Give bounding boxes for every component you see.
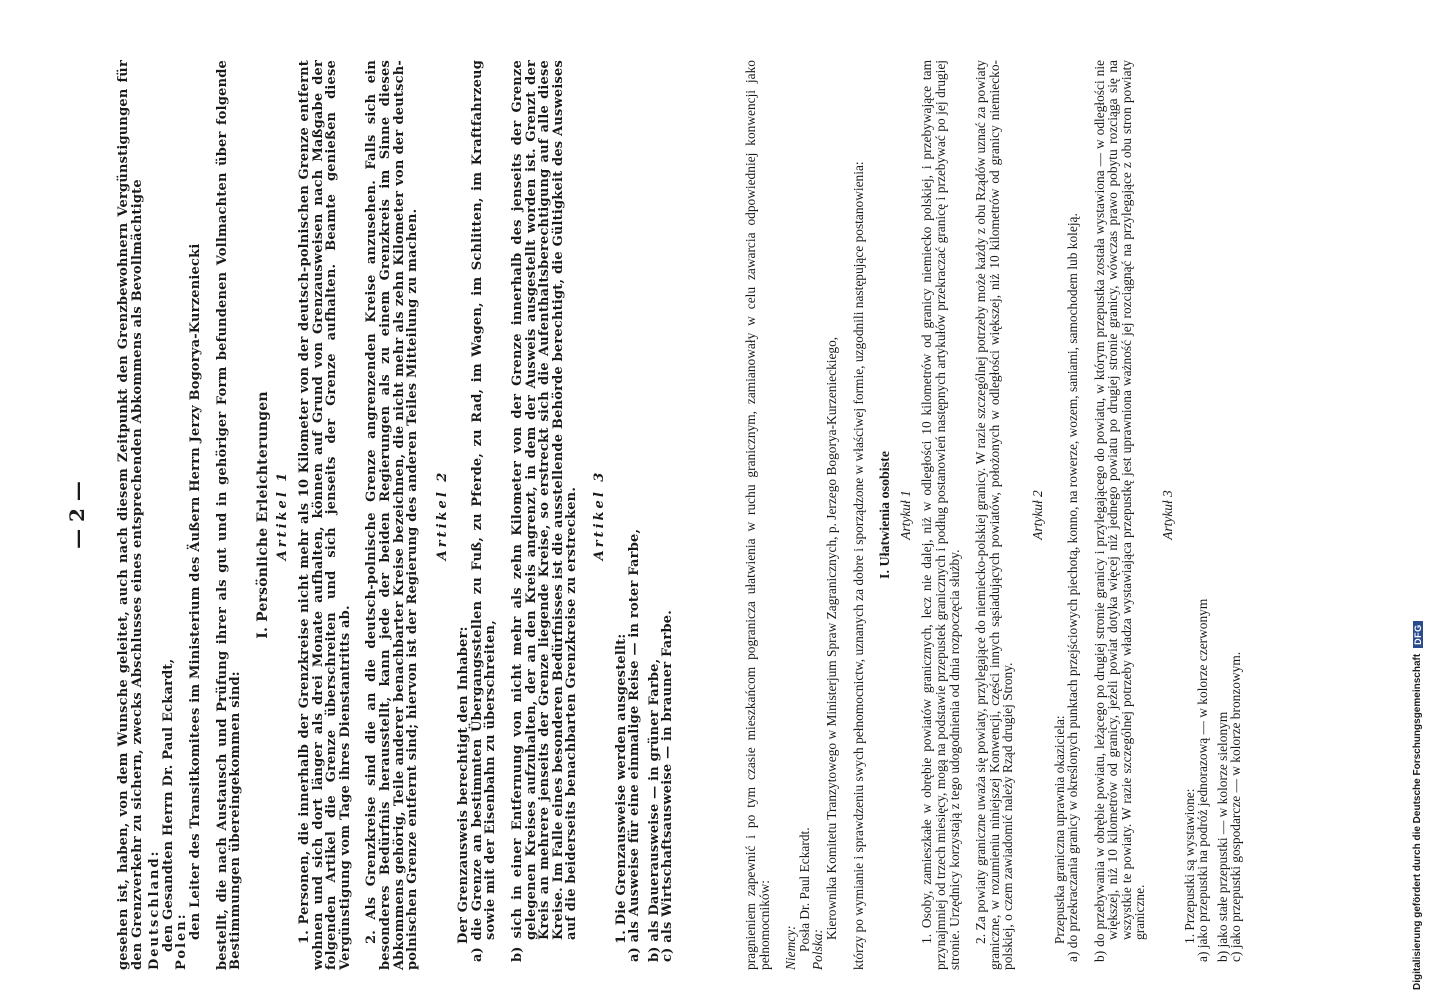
german-art3-title: Artikel 3 (592, 469, 608, 561)
german-art1-p1: 1. Personen, die innerhalb der Grenzkreise nicht mehr als 10 Kilometer von der deutsch-polnischen Grenze entfernt wohnen und sich dort länger als drei Monate aufhalten, können auf Grund von Grenzausweisen nach Maßgabe der folgenden Artikel die Grenze überschreiten und sich jenseits der Grenze aufhalten. Beamte genießen diese Vergünstigung vom Tage ihres Dienstantritts ab. (296, 60, 353, 970)
german-art1-p2: 2. Als Grenzkreise sind die an die deutsch-polnische Grenze angrenzenden Kreise anzusehen. Falls sich ein besonderes Bedürfnis herausstellt, kann jede der beiden Regierungen als zu einem Grenzkreis im Sinne dieses Abkommens gehörig, Teile anderer benachbarter Kreise bezeichnen, die nicht mehr als zehn Kilometer von der deutsch-polnischen Grenze entfernt sind; hiervon ist der Regierung des anderen Teiles Mitteilung zu machen. (364, 60, 421, 970)
german-art3-a: a) als Ausweise für eine einmalige Reise — in roter Farbe, (627, 528, 643, 962)
dfg-credit (1412, 10, 1423, 990)
german-art3-intro: 1. Die Grenzausweise werden ausgestellt: (613, 633, 629, 944)
german-country-2: Polen: (174, 912, 190, 970)
dfg-credit-text: Digitalisierung gefördert durch die Deutsche Forschungsgemeinschaft (1412, 653, 1423, 990)
german-country-1: Deutschland: (147, 849, 163, 970)
polish-art1-title: Artykuł 1 (897, 490, 913, 540)
polish-art2-title: Artykuł 2 (1029, 490, 1045, 540)
polish-art3-a: a) jako przepustki na podróż jednorazową — w kolorze czerwonym (1195, 598, 1211, 962)
german-art2-intro: Der Grenzausweis berechtigt den Inhaber: (456, 626, 472, 944)
polish-country-2-rep: Kierownika Komitetu Tranzytowego w Ministerjum Spraw Zagranicznych, p. Jerzego Bogorya-Kurzenieckiego, (823, 336, 839, 940)
polish-country-1: Niemcy: (783, 925, 799, 970)
polish-intro: pragnieniem zapewnić i po tym czasie mieszkańcom pogranicza ułatwienia w ruchu granicznym, zamianowały w celu zawarcia odpowiedniej konwencji jako pełnomocników: (743, 60, 772, 970)
german-country-2-rep: den Leiter des Transitkomitees im Ministerium des Äußern Herrn Jerzy Bogorya-Kurzeniecki (187, 243, 203, 940)
polish-art3-title: Artykuł 3 (1160, 490, 1176, 540)
polish-country-1-rep: Posła Dr. Paul Eckardt. (796, 827, 812, 952)
german-appointed: bestellt, die nach Austausch und Prüfung ihrer als gut und in gehöriger Form befundenen Vollmachten über folgende Bestimmungen übereingekommen sind: (214, 60, 244, 970)
polish-art3-b: b) jako stałe przepustki — w kolorze sielonym (1214, 711, 1230, 962)
polish-art2-b: b) do przebywania w obrębie powiatu, leżącego po drugiej stronie granicy i przylegającego do powiatu, w którym przepustka została wystawiona — w odległości nie większej, niż 10 kilometrów od granicy, jeżeli powiat dotyka więcej niż jednego powiatu po drugiej stronie granicy, wówczas prawo pobytu rozciąga się na wszystkie te powiaty. W razie szczególnej potrzeby władza wystawiająca przepustkę jest uprawniona ważność jej rozciągnąć na przylegające z obu stron powiaty graniczne. (1091, 60, 1148, 962)
polish-art1-p2: 2. Za powiaty graniczne uważa się powiaty, przylegające do niemiecko-polskiej granicy. W razie szczególnej potrzeby może każdy z obu Rządów uznać za powiaty graniczne, w rozumieniu niniejszej Konwencji, części innych sąsiadujących powiatów, położonych w odległości większej, niż 10 kilometrów od granicy niemiecko-polskiej, o czem zawiadomić należy Rząd drugiej Strony. (973, 60, 1016, 970)
polish-country-2: Polska: (810, 929, 826, 970)
german-column (117, 60, 675, 970)
german-intro: gesehen ist, haben, von dem Wunsche geleitet, auch nach diesem Zeitpunkt den Grenzbewohnern Vergünstigungen für den Grenzverkehr zu sichern, zwecks Abschlusses eines entsprechenden Abkommens als Bevollmächtigte (116, 60, 145, 970)
polish-art2-a: a) do przekraczania granicy w określonych punktach przejściowych piechotą, konno, na rowerze, wozem, saniami, samochodem lub koleją. (1065, 213, 1081, 962)
polish-art3-intro: 1. Przepustki są wystawione: (1181, 788, 1197, 944)
german-section-title: I. Persönliche Erleichterungen (254, 391, 271, 639)
dfg-logo: DFG (1413, 621, 1423, 648)
german-art1-title: Artikel 1 (275, 469, 291, 561)
german-art3-c: c) als Wirtschaftsausweise — in brauner Farbe. (660, 610, 676, 962)
german-country-1-rep: den Gesandten Herrn Dr. Paul Eckardt, (160, 658, 176, 952)
polish-art3-c: c) jako przepustki gospodarcze — w kolorze bronzowym. (1228, 651, 1244, 962)
german-art3-b: b) als Dauerausweise — in grüner Farbe, (646, 658, 662, 962)
polish-art1-p1: 1. Osoby, zamieszkałe w obrębie powiatów granicznych, lecz nie dalej, niż w odległości 10 kilometrów od granicy niemiecko polskiej, i przebywające tam przynajmniej od trzech miesięcy, mogą na podstawie przepustek granicznych i podług postanowień następnych artykułów przekraczać granicę i przebywać po jej drugiej stronie. Urzędnicy korzystają z tego udogodnienia od dnia rozpoczęcia służby. (919, 60, 962, 970)
german-art2-a: a) die Grenze an bestimmten Übergangsstellen zu Fuß, zu Pferde, zu Rad, im Wagen, im Schlitten, im Kraftfahrzeug sowie mit der Eisenbahn zu überschreiten, (469, 60, 499, 962)
polish-art2-intro: Przepustka graniczna uprawnia okaziciela: (1051, 715, 1067, 944)
polish-column (744, 60, 1243, 970)
rotated-page (65, 59, 1312, 970)
page-number: — 2 — (65, 481, 89, 549)
polish-section-title: I. Ułatwienia osobiste (878, 451, 894, 579)
polish-appointed: którzy po wymianie i sprawdzeniu swych pełnomocnictw, uznanych za dobre i sporządzone w właściwej formie, uzgodnili następujące postanowienia: (850, 161, 866, 970)
german-art2-b: b) sich in einer Entfernung von nicht mehr als zehn Kilometer von der Grenze innerhalb des jenseits der Grenze gelegenen Kreises aufzuhalten, der an den Kreis angrenzt, in dem der Ausweis ausgestellt worden ist. Grenzt der Kreis an mehrere jenseits der Grenze liegende Kreise, so erstreckt sich die Aufenthaltsberechtigung auf alle diese Kreise. Im Falle eines besonderen Bedürfnisses ist die ausstellende Behörde berechtigt, die Gültigkeit des Ausweises auf die beiderseits benachbarten Grenzkreise zu erstrecken. (510, 59, 580, 962)
german-art2-title: Artikel 2 (434, 469, 450, 561)
